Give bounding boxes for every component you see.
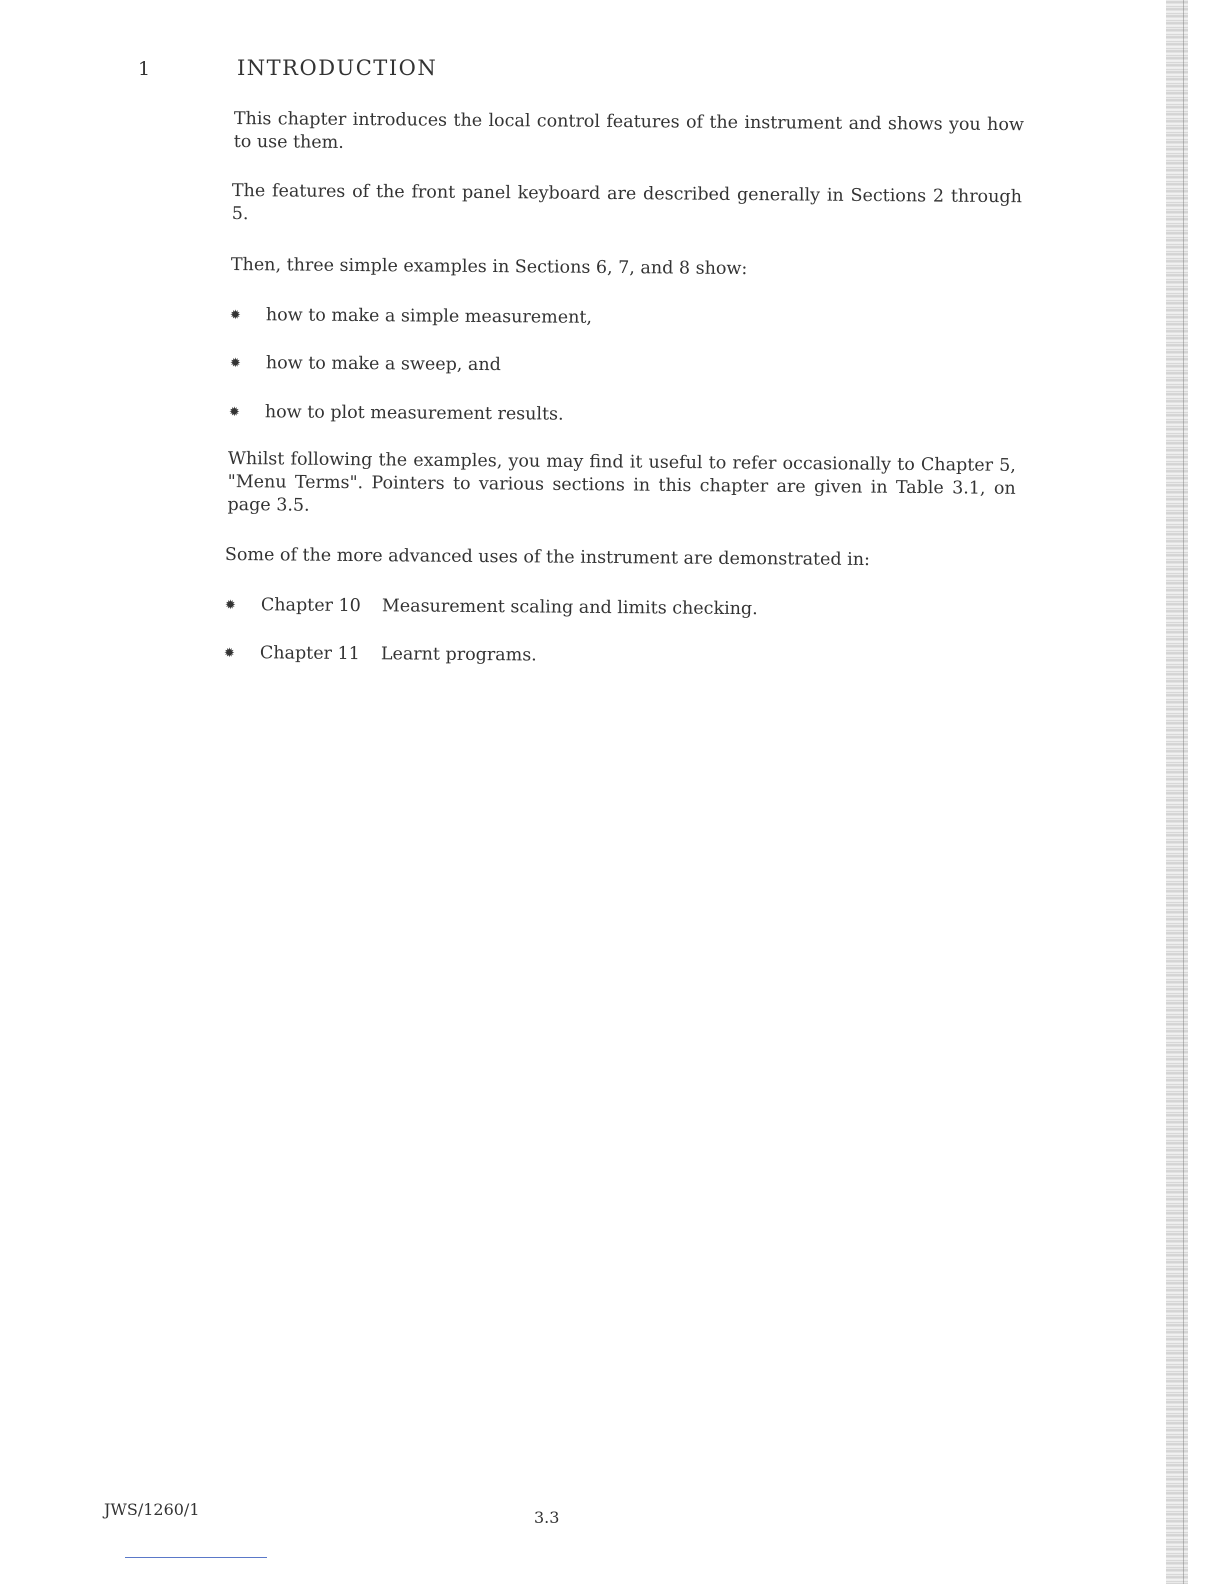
chapter-description: Learnt programs. (380, 644, 537, 666)
paragraph-intro: This chapter introduces the local control features of the instrument and shows you how to use them. (233, 108, 1024, 153)
footer-rule (125, 1557, 267, 1558)
scan-edge-line (1183, 0, 1184, 1584)
section-title: INTRODUCTION (237, 56, 438, 80)
scan-binding-edge (1166, 0, 1188, 1584)
bullet-icon: ✹ (229, 355, 241, 372)
chapter-label: Chapter 10 (260, 595, 361, 617)
document-reference: JWS/1260/1 (104, 1500, 200, 1519)
section-number: 1 (138, 58, 151, 80)
chapter-description: Measurement scaling and limits checking. (381, 596, 758, 620)
paragraph-examples-lead: Then, three simple examples in Sections 6, 7, and 8 show: (230, 254, 748, 280)
bullet-icon: ✹ (228, 404, 240, 421)
chapter-label: Chapter 11 (259, 643, 360, 665)
paragraph-following: Whilst following the examples, you may find it useful to refer occasionally to Chapter 5, "Menu Terms". Pointers to various sections in this chapter are given in Table 3.1, on page 3.5. (227, 448, 1016, 516)
list-item-text: how to make a sweep, and (265, 353, 501, 376)
bullet-icon: ✹ (223, 645, 235, 662)
list-item-text: how to plot measurement results. (264, 402, 564, 425)
paragraph-features: The features of the front panel keyboard are described generally in Sections 2 through 5. (231, 180, 1022, 225)
paragraph-advanced-lead: Some of the more advanced uses of the instrument are demonstrated in: (224, 544, 871, 571)
page-number: 3.3 (534, 1508, 560, 1527)
bullet-icon: ✹ (224, 597, 236, 614)
list-item-text: how to make a simple measurement, (265, 305, 593, 328)
bullet-icon: ✹ (229, 307, 241, 324)
